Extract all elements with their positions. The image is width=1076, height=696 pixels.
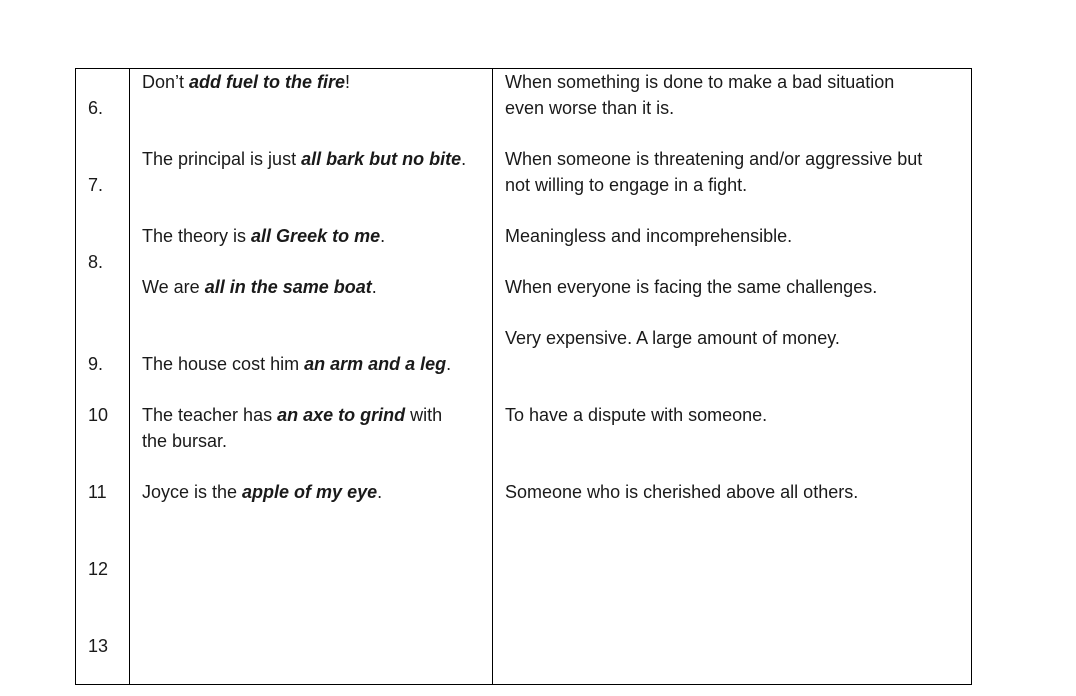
idiom-phrase: all bark but no bite <box>301 149 462 169</box>
idiom-sentence: We are all in the same boat. <box>142 277 377 297</box>
row-number: 10 <box>88 405 109 425</box>
idiom-phrase: add fuel to the fire <box>189 72 346 92</box>
idiom-meaning: Someone who is cherished above all others. <box>505 482 859 502</box>
idiom-sentence: Don’t add fuel to the fire! <box>142 72 351 92</box>
column-divider <box>129 69 130 684</box>
idiom-phrase: an axe to grind <box>277 405 406 425</box>
idiom-phrase: apple of my eye <box>242 482 378 502</box>
row-number: 13 <box>88 636 109 656</box>
idiom-sentence: The house cost him an arm and a leg. <box>142 354 452 374</box>
row-number: 12 <box>88 559 109 579</box>
idiom-sentence-continued: the bursar. <box>142 431 228 451</box>
idiom-meaning: When someone is threatening and/or aggressive but <box>505 149 923 169</box>
idiom-meaning: When something is done to make a bad situation <box>505 72 895 92</box>
idiom-sentence: The teacher has an axe to grind with <box>142 405 443 425</box>
idiom-meaning: To have a dispute with someone. <box>505 405 768 425</box>
idiom-meaning: When everyone is facing the same challenges. <box>505 277 878 297</box>
idiom-sentence: The principal is just all bark but no bite. <box>142 149 467 169</box>
idiom-phrase: all in the same boat <box>204 277 372 297</box>
row-number: 8. <box>88 252 104 272</box>
row-number: 9. <box>88 354 104 374</box>
column-divider <box>492 69 493 684</box>
idiom-meaning: not willing to engage in a fight. <box>505 175 748 195</box>
idiom-phrase: all Greek to me <box>251 226 381 246</box>
idiom-phrase: an arm and a leg <box>304 354 447 374</box>
idiom-meaning: Meaningless and incomprehensible. <box>505 226 793 246</box>
row-number: 7. <box>88 175 104 195</box>
idiom-meaning: Very expensive. A large amount of money. <box>505 328 840 348</box>
idiom-sentence: Joyce is the apple of my eye. <box>142 482 383 502</box>
row-number: 6. <box>88 98 104 118</box>
idiom-meaning: even worse than it is. <box>505 98 675 118</box>
row-number: 11 <box>88 482 107 502</box>
idiom-table <box>75 68 972 685</box>
idiom-sentence: The theory is all Greek to me. <box>142 226 386 246</box>
